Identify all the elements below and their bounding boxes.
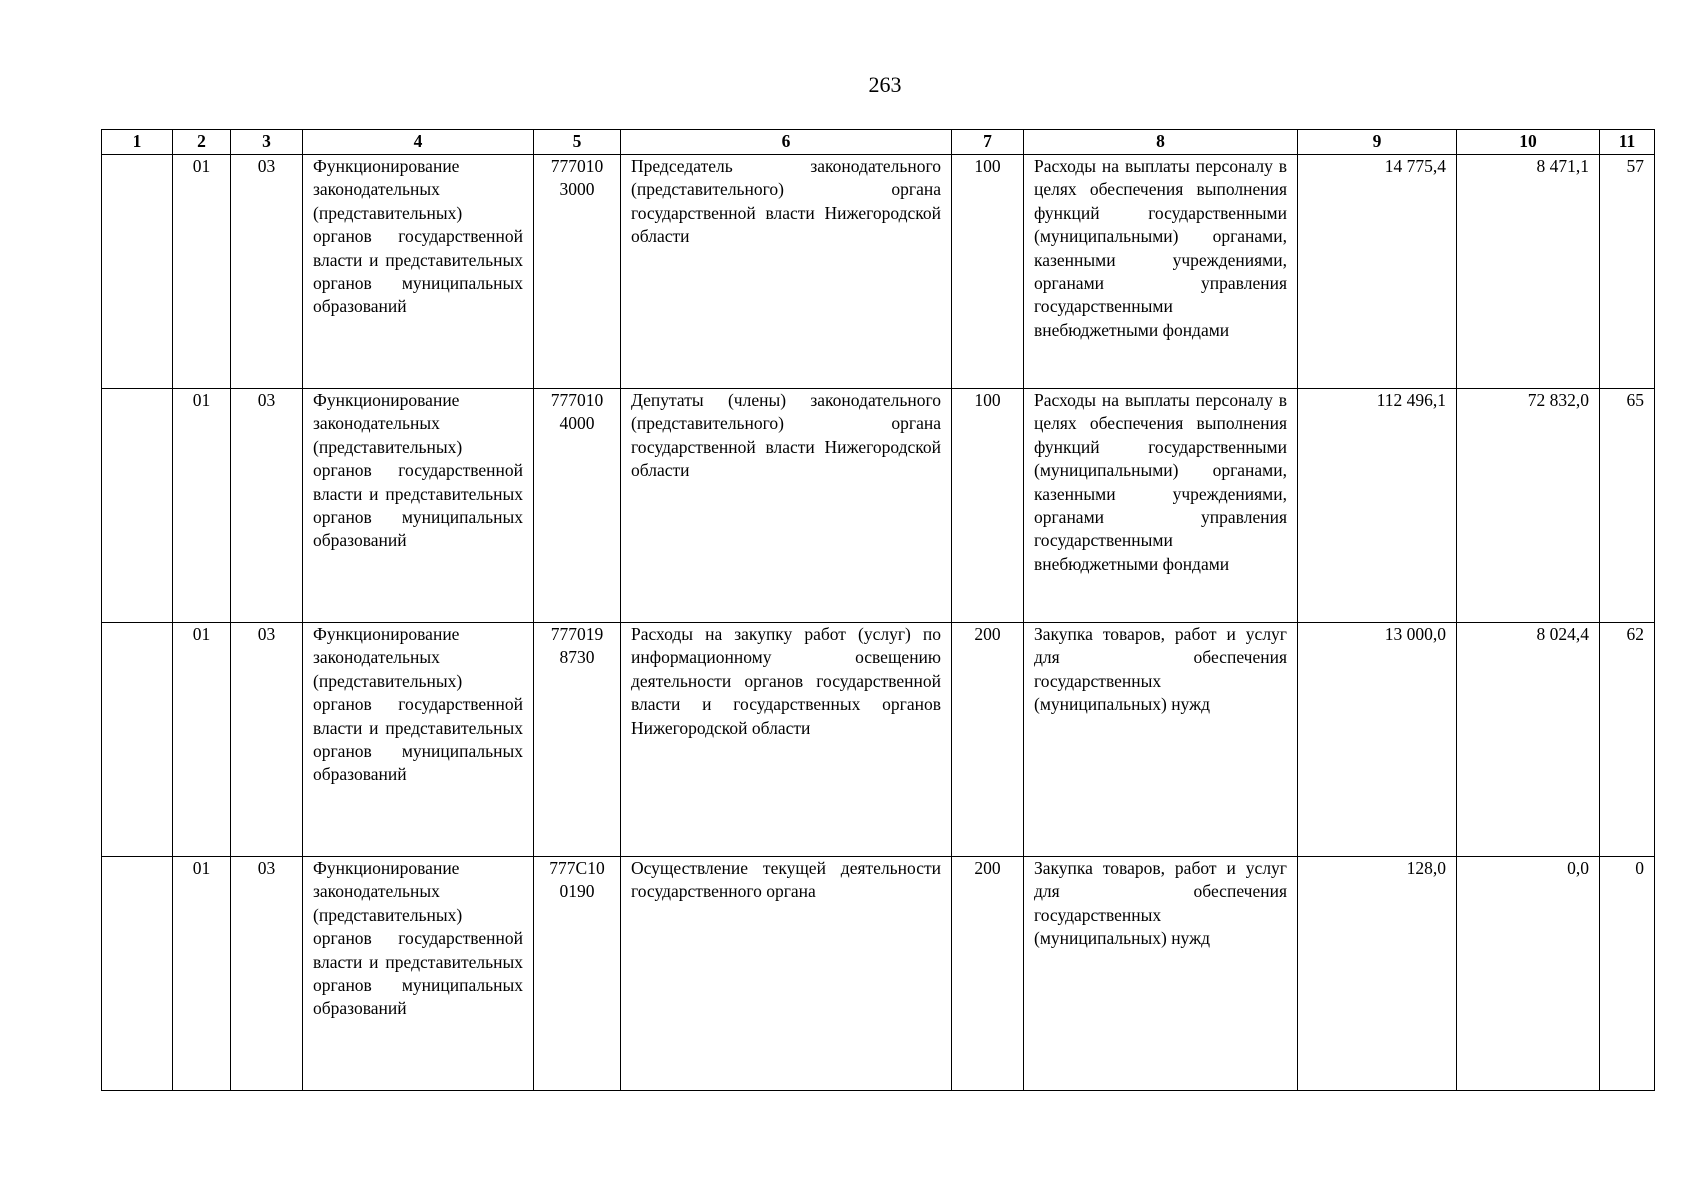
cell-target-code [534,155,621,389]
column-header: 8 [1024,130,1298,155]
cell-target-name: Председатель законодательного (представительного) органа государственной власти Нижегородской области [621,155,952,389]
cell-expense-type-name: Закупка товаров, работ и услуг для обеспечения государственных (муниципальных) нужд [1024,623,1298,857]
table-row [102,389,1655,623]
table-row [102,623,1655,857]
cell-section: 01 [173,155,231,389]
budget-table [101,129,1655,1091]
cell-section: 01 [173,389,231,623]
cell-actual: 8 471,1 [1457,155,1600,389]
column-header: 9 [1298,130,1457,155]
cell-target-name: Расходы на закупку работ (услуг) по информационному освещению деятельности органов государственной власти и государственных органов Нижегородской области [621,623,952,857]
cell-col1 [102,857,173,1091]
table-row [102,155,1655,389]
cell-col1 [102,155,173,389]
code-part: 777019 [550,624,604,644]
column-header: 6 [621,130,952,155]
code-part: 3000 [559,179,595,200]
code-part: 777С10 [549,858,605,878]
cell-subsection-name: Функционирование законодательных (представительных) органов государственной власти и представительных органов муниципальных образований [303,389,534,623]
cell-expense-type: 100 [952,155,1024,389]
cell-percent: 62 [1600,623,1655,857]
column-header: 1 [102,130,173,155]
cell-expense-type: 200 [952,857,1024,1091]
cell-subsection-name: Функционирование законодательных (представительных) органов государственной власти и представительных органов муниципальных образований [303,857,534,1091]
code-part: 777010 [550,390,604,410]
code-part: 4000 [559,413,595,434]
column-header: 11 [1600,130,1655,155]
cell-subsection-name: Функционирование законодательных (представительных) органов государственной власти и представительных органов муниципальных образований [303,623,534,857]
cell-percent: 0 [1600,857,1655,1091]
cell-subsection-name: Функционирование законодательных (представительных) органов государственной власти и представительных органов муниципальных образований [303,155,534,389]
cell-expense-type: 100 [952,389,1024,623]
cell-plan: 13 000,0 [1298,623,1457,857]
cell-actual: 0,0 [1457,857,1600,1091]
cell-plan: 14 775,4 [1298,155,1457,389]
cell-target-code [534,857,621,1091]
cell-target-code [534,389,621,623]
cell-subsection: 03 [231,389,303,623]
cell-expense-type-name: Расходы на выплаты персоналу в целях обеспечения выполнения функций государственными (муниципальными) органами, казенными учреждениями, органами управления государственными внебюджетными фондами [1024,389,1298,623]
column-header: 4 [303,130,534,155]
cell-subsection: 03 [231,857,303,1091]
cell-percent: 65 [1600,389,1655,623]
column-header: 10 [1457,130,1600,155]
cell-actual: 72 832,0 [1457,389,1600,623]
cell-expense-type-name: Закупка товаров, работ и услуг для обеспечения государственных (муниципальных) нужд [1024,857,1298,1091]
cell-plan: 128,0 [1298,857,1457,1091]
cell-section: 01 [173,857,231,1091]
cell-target-name: Осуществление текущей деятельности государственного органа [621,857,952,1091]
cell-col1 [102,623,173,857]
cell-col1 [102,389,173,623]
cell-target-name: Депутаты (члены) законодательного (представительного) органа государственной власти Нижегородской области [621,389,952,623]
cell-expense-type: 200 [952,623,1024,857]
column-header: 5 [534,130,621,155]
cell-percent: 57 [1600,155,1655,389]
code-part: 0190 [559,881,595,902]
column-header: 7 [952,130,1024,155]
cell-subsection: 03 [231,155,303,389]
column-header: 2 [173,130,231,155]
table-row [102,857,1655,1091]
cell-plan: 112 496,1 [1298,389,1457,623]
code-part: 8730 [559,647,595,668]
cell-subsection: 03 [231,623,303,857]
cell-expense-type-name: Расходы на выплаты персоналу в целях обеспечения выполнения функций государственными (муниципальными) органами, казенными учреждениями, органами управления государственными внебюджетными фондами [1024,155,1298,389]
table-header-row [102,130,1655,155]
cell-section: 01 [173,623,231,857]
cell-actual: 8 024,4 [1457,623,1600,857]
cell-target-code [534,623,621,857]
code-part: 777010 [550,156,604,176]
column-header: 3 [231,130,303,155]
page-number: 263 [868,72,902,97]
